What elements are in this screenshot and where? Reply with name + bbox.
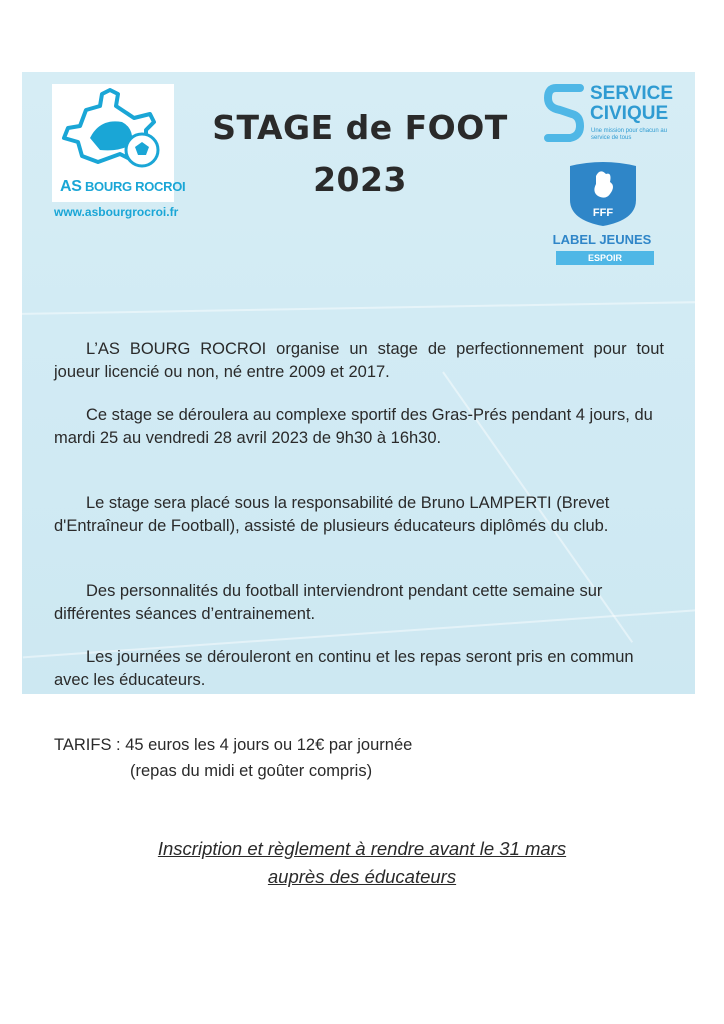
registration-notice-2: auprès des éducateurs bbox=[267, 866, 457, 887]
service-civique-tagline: Une mission pour chacun au service de tous bbox=[591, 128, 668, 141]
svg-text:FFF: FFF bbox=[592, 207, 614, 219]
page-subtitle-year: 2023 bbox=[313, 160, 407, 199]
field-line bbox=[22, 301, 695, 315]
fff-badge-icon bbox=[566, 160, 640, 228]
tarifs-line: TARIFS : 45 euros les 4 jours ou 12€ par journée bbox=[54, 736, 413, 754]
service-civique-icon bbox=[544, 84, 586, 146]
club-website: www.asbourgrocroi.fr bbox=[54, 205, 179, 219]
paragraph-intro: L’AS BOURG ROCROI organise un stage de perfectionnement pour tout joueur licencié ou non, né entre 2009 et 2017. bbox=[54, 340, 664, 381]
club-name: AS BOURG ROCROI bbox=[60, 178, 186, 195]
paragraph-dates: Ce stage se déroulera au complexe sportif des Gras-Prés pendant 4 jours, du mardi 25 au vendredi 28 avril 2023 de 9h30 à 16h30. bbox=[54, 406, 653, 447]
paragraph-guests: Des personnalités du football interviendront pendant cette semaine sur différentes séances d’entrainement. bbox=[54, 582, 603, 623]
club-logo bbox=[52, 84, 186, 202]
tarifs-note: (repas du midi et goûter compris) bbox=[130, 762, 373, 780]
page-title: STAGE de FOOT bbox=[212, 108, 508, 147]
service-civique-title: SERVICE CIVIQUE bbox=[590, 83, 674, 124]
registration-notice: Inscription et règlement à rendre avant le 31 mars bbox=[157, 838, 567, 859]
paragraph-meals: Les journées se dérouleront en continu et les repas seront pris en commun avec les éducateurs. bbox=[54, 648, 634, 689]
fff-level-badge: ESPOIR bbox=[556, 251, 654, 265]
paragraph-responsible: Le stage sera placé sous la responsabilité de Bruno LAMPERTI (Brevet d'Entraîneur de Football), assisté de plusieurs éducateurs diplômés du club. bbox=[54, 494, 610, 535]
fff-label: LABEL JEUNES bbox=[552, 232, 652, 247]
fortress-ball-icon bbox=[60, 88, 166, 180]
